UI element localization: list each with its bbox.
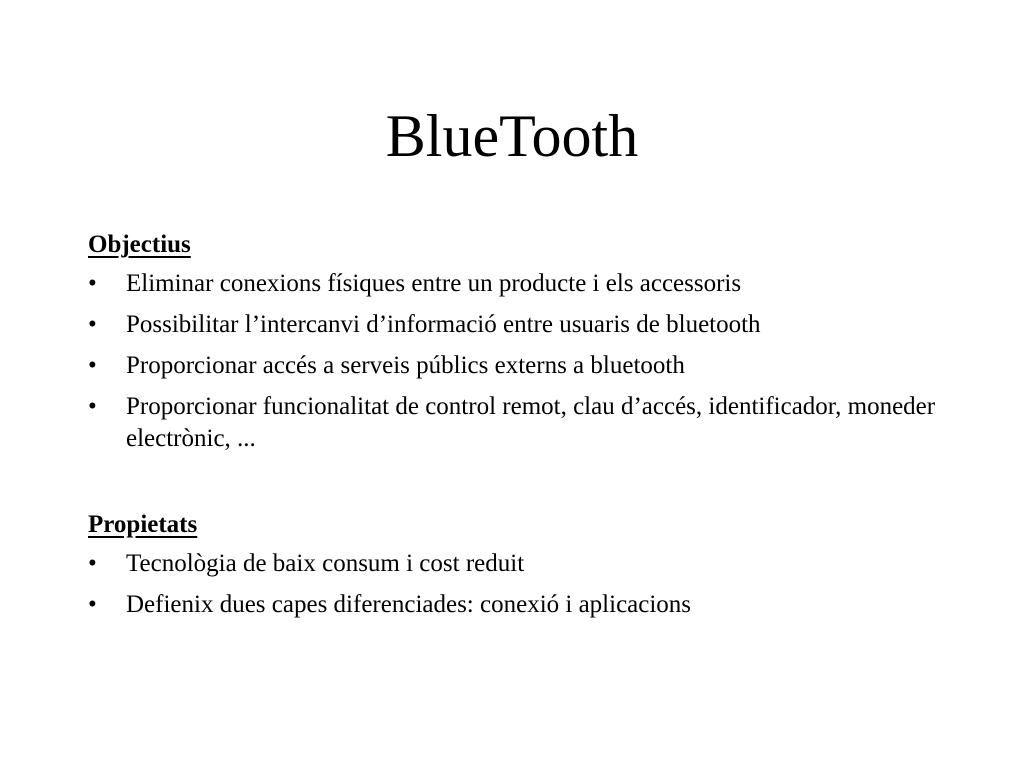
section-propietats (88, 508, 968, 630)
section-heading: Objectius (88, 231, 191, 258)
bullet-icon: • (88, 352, 97, 379)
bullet-icon: • (88, 270, 97, 297)
list-item-text: Proporcionar accés a serveis públics externs a bluetooth (126, 352, 685, 379)
bullet-list (88, 548, 968, 621)
list-item-text: Possibilitar l’intercanvi d’informació entre usuaris de bluetooth (126, 311, 761, 338)
bullet-icon: • (88, 591, 97, 618)
bullet-icon: • (88, 393, 97, 420)
list-item-text: Eliminar conexions físiques entre un producte i els accessoris (126, 270, 742, 297)
list-item (88, 391, 968, 455)
list-item (88, 268, 968, 300)
list-item (88, 350, 968, 382)
bullet-list (88, 268, 968, 455)
bullet-icon: • (88, 550, 97, 577)
slide-title: BlueTooth (385, 103, 639, 169)
list-item (88, 309, 968, 341)
list-item-text: Defienix dues capes diferenciades: conexió i aplicacions (126, 591, 692, 618)
list-item-text: Tecnològia de baix consum i cost reduit (126, 550, 525, 577)
section-objectius (88, 228, 968, 464)
list-item (88, 589, 968, 621)
list-item-text: Proporcionar funcionalitat de control remot, clau d’accés, identificador, moneder electrònic, ... (126, 393, 936, 452)
bullet-icon: • (88, 311, 97, 338)
list-item (88, 548, 968, 580)
section-heading: Propietats (88, 511, 198, 538)
